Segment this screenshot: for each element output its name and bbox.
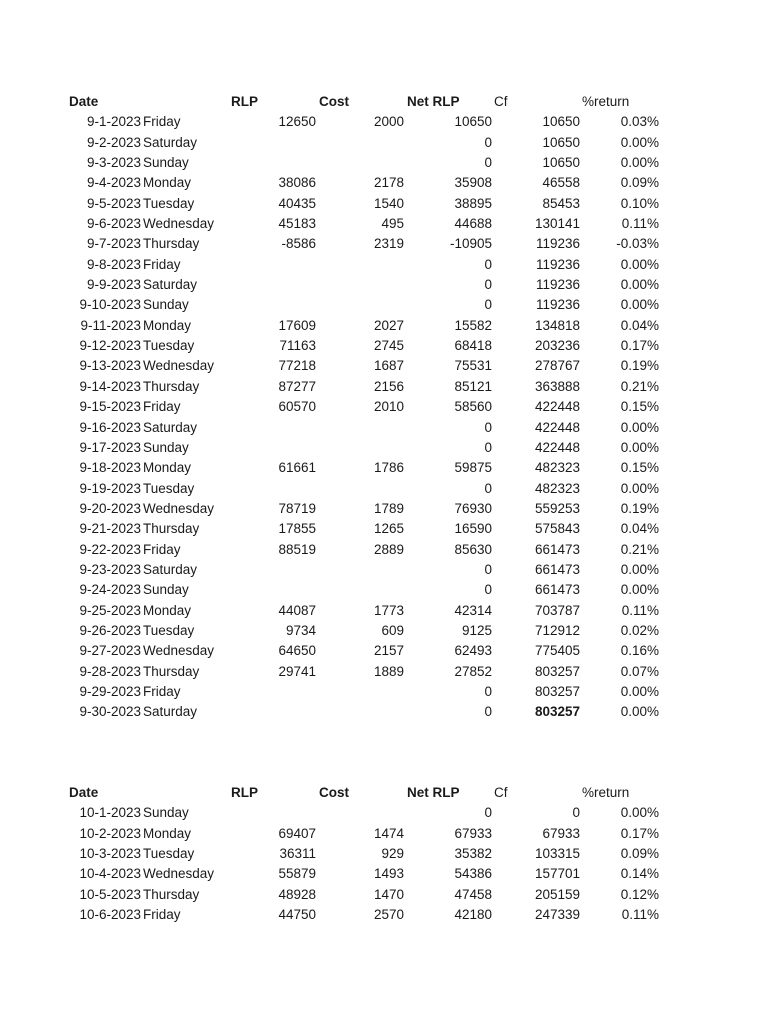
cell-cost: 2319 (373, 236, 404, 252)
cell-cost: 2889 (373, 541, 404, 557)
cell-date: 9-18-2023 (79, 460, 141, 476)
cell-return: 0.00% (620, 704, 659, 720)
table-row (0, 458, 768, 478)
cell-date: 9-23-2023 (79, 561, 141, 577)
cell-date: 9-30-2023 (79, 704, 141, 720)
cell-net-rlp: 0 (484, 439, 492, 455)
cell-date: 9-20-2023 (79, 500, 141, 516)
cell-net-rlp: 0 (484, 582, 492, 598)
cell-date: 9-15-2023 (79, 399, 141, 415)
cell-net-rlp: 44688 (454, 216, 492, 232)
cell-date: 9-5-2023 (86, 195, 141, 211)
cell-cf: 363888 (534, 378, 580, 394)
cell-cf: 203236 (534, 338, 580, 354)
cell-rlp: 71163 (279, 338, 316, 354)
cell-day: Tuesday (143, 622, 195, 638)
cell-rlp: 38086 (278, 175, 316, 191)
cell-cost: 1493 (373, 866, 404, 882)
cell-day: Sunday (143, 439, 189, 455)
cell-cf: 10650 (542, 134, 580, 150)
cell-net-rlp: 0 (484, 683, 492, 699)
cell-rlp: 12650 (278, 114, 316, 130)
cell-day: Wednesday (143, 216, 215, 232)
cell-cf: 134818 (534, 317, 580, 333)
cell-date: 9-26-2023 (79, 622, 141, 638)
cell-net-rlp: 0 (484, 256, 492, 272)
cell-net-rlp: -10905 (449, 236, 492, 252)
cell-net-rlp: 76930 (454, 500, 492, 516)
header-date: Date (69, 785, 99, 800)
cell-date: 9-3-2023 (86, 155, 141, 171)
cell-day: Friday (143, 907, 181, 923)
table-row (0, 194, 768, 214)
cell-cf: 712912 (534, 622, 580, 638)
cell-cf: 205159 (534, 886, 580, 902)
cell-cf: 482323 (534, 480, 580, 496)
cell-rlp: 36311 (279, 846, 316, 862)
cell-cost: 2157 (373, 643, 404, 659)
cell-date: 9-4-2023 (86, 175, 141, 191)
table-row (0, 662, 768, 682)
table-row (0, 885, 768, 905)
cell-day: Monday (143, 825, 192, 841)
cell-cf: 278767 (534, 358, 580, 374)
table-row (0, 519, 768, 539)
cell-cost: 1470 (373, 886, 404, 902)
cell-day: Tuesday (143, 480, 195, 496)
cell-return: 0.04% (620, 521, 659, 537)
header-cost: Cost (319, 785, 349, 800)
cell-net-rlp: 38895 (454, 195, 492, 211)
cell-rlp: 17609 (278, 317, 316, 333)
cell-net-rlp: 68418 (454, 338, 492, 354)
cell-day: Monday (143, 317, 192, 333)
cell-return: 0.00% (620, 297, 659, 313)
cell-net-rlp: 62493 (454, 643, 492, 659)
table-row (0, 824, 768, 844)
cell-cost: 495 (381, 216, 404, 232)
cell-date: 9-1-2023 (86, 114, 141, 130)
cell-day: Monday (143, 175, 192, 191)
cell-day: Thursday (143, 236, 200, 252)
cell-date: 10-2-2023 (79, 825, 141, 841)
cell-cf: 130141 (534, 216, 580, 232)
cell-rlp: 69407 (278, 825, 316, 841)
table-row (0, 702, 768, 722)
cell-return: 0.11% (621, 907, 659, 923)
cell-rlp: 87277 (278, 378, 316, 394)
cell-date: 9-16-2023 (79, 419, 141, 435)
cell-day: Friday (143, 541, 181, 557)
cell-cf: 422448 (534, 399, 580, 415)
cell-cf: 119236 (535, 297, 580, 313)
cell-day: Wednesday (143, 866, 215, 882)
table-row (0, 112, 768, 132)
cell-cf: 575843 (534, 521, 580, 537)
cell-rlp: 9734 (285, 622, 316, 638)
cell-date: 9-7-2023 (86, 236, 141, 252)
cell-net-rlp: 75531 (454, 358, 492, 374)
cell-cf: 803257 (534, 663, 580, 679)
header-cf: Cf (494, 94, 508, 109)
cell-net-rlp: 0 (484, 805, 492, 821)
cell-cf: 482323 (534, 460, 580, 476)
cell-cf: 85453 (542, 195, 580, 211)
cell-cost: 2156 (373, 378, 404, 394)
table-row (0, 864, 768, 884)
cell-net-rlp: 59875 (454, 460, 492, 476)
cell-day: Friday (143, 683, 181, 699)
cell-net-rlp: 85121 (454, 378, 492, 394)
table-row (0, 580, 768, 600)
cell-cf: 661473 (534, 582, 580, 598)
cell-date: 9-10-2023 (79, 297, 141, 313)
cell-return: 0.04% (620, 317, 659, 333)
cell-net-rlp: 0 (484, 419, 492, 435)
table-row (0, 479, 768, 499)
cell-cf: 703787 (534, 602, 580, 618)
cell-cf: 422448 (534, 439, 580, 455)
cell-date: 10-1-2023 (79, 805, 141, 821)
cell-cost: 1687 (373, 358, 404, 374)
cell-cost: 2178 (373, 175, 404, 191)
cell-cost: 1265 (373, 521, 404, 537)
cell-net-rlp: 0 (484, 134, 492, 150)
cell-day: Saturday (143, 277, 198, 293)
header-rlp: RLP (231, 785, 258, 800)
table-row (0, 397, 768, 417)
table-row (0, 418, 768, 438)
cell-cf: 10650 (542, 155, 580, 171)
cell-return: 0.10% (620, 195, 659, 211)
header-return: %return (582, 94, 630, 109)
table-row (0, 641, 768, 661)
header-net-rlp: Net RLP (407, 94, 460, 109)
cell-day: Tuesday (143, 195, 195, 211)
cell-date: 9-6-2023 (86, 216, 141, 232)
cell-return: 0.16% (620, 643, 659, 659)
cell-net-rlp: 16590 (454, 521, 492, 537)
cell-net-rlp: 54386 (454, 866, 492, 882)
cell-return: 0.00% (620, 480, 659, 496)
cell-return: 0.02% (620, 622, 659, 638)
table-row (0, 356, 768, 376)
cell-date: 9-29-2023 (79, 683, 141, 699)
table-row (0, 173, 768, 193)
cell-net-rlp: 47458 (454, 886, 492, 902)
header-date: Date (69, 94, 99, 109)
cell-cf: 0 (572, 805, 580, 821)
cell-cost: 609 (381, 622, 404, 638)
cell-return: 0.09% (620, 846, 659, 862)
september-table (0, 92, 768, 723)
cell-return: 0.00% (620, 439, 659, 455)
cell-return: 0.15% (620, 399, 659, 415)
table-row (0, 621, 768, 641)
cell-rlp: 48928 (278, 886, 316, 902)
cell-day: Saturday (143, 704, 198, 720)
october-table (0, 783, 768, 925)
cell-cf: 661473 (534, 541, 580, 557)
cell-return: 0.11% (621, 602, 659, 618)
cell-net-rlp: 0 (484, 561, 492, 577)
cell-return: 0.00% (620, 256, 659, 272)
cell-date: 9-11-2023 (80, 317, 141, 333)
cell-return: 0.17% (620, 338, 659, 354)
cell-date: 9-27-2023 (79, 643, 141, 659)
cell-cf: 10650 (542, 114, 580, 130)
cell-return: 0.19% (620, 500, 659, 516)
cell-cost: 929 (381, 846, 404, 862)
cell-cost: 2570 (373, 907, 404, 923)
cell-rlp: 40435 (278, 195, 316, 211)
cell-date: 9-14-2023 (79, 378, 141, 394)
cell-net-rlp: 42180 (454, 907, 492, 923)
table-row (0, 905, 768, 925)
table-row (0, 560, 768, 580)
cell-day: Saturday (143, 561, 198, 577)
header-rlp: RLP (231, 94, 258, 109)
cell-return: 0.00% (620, 277, 659, 293)
table-row (0, 214, 768, 234)
cell-return: 0.17% (620, 825, 659, 841)
table-row (0, 499, 768, 519)
cell-date: 9-25-2023 (79, 602, 141, 618)
table-row (0, 601, 768, 621)
cell-cf: 119236 (535, 277, 580, 293)
cell-cf: 559253 (534, 500, 580, 516)
cell-rlp: 44750 (278, 907, 316, 923)
cell-cost: 1889 (373, 663, 404, 679)
cell-cf: 247339 (534, 907, 580, 923)
table-row (0, 295, 768, 315)
cell-cost: 1786 (373, 460, 404, 476)
cell-cost: 2745 (373, 338, 404, 354)
cell-net-rlp: 0 (484, 704, 492, 720)
cell-rlp: 64650 (278, 643, 316, 659)
cell-return: 0.00% (620, 419, 659, 435)
cell-net-rlp: 0 (484, 297, 492, 313)
cell-rlp: 55879 (278, 866, 316, 882)
table-row (0, 275, 768, 295)
cell-date: 9-19-2023 (79, 480, 141, 496)
cell-rlp: 61661 (278, 460, 316, 476)
cell-cf: 119236 (535, 256, 580, 272)
cell-rlp: 29741 (278, 663, 316, 679)
cell-date: 9-12-2023 (79, 338, 141, 354)
table-row (0, 153, 768, 173)
cell-return: 0.19% (620, 358, 659, 374)
cell-day: Sunday (143, 155, 189, 171)
cell-cf: 119236 (535, 236, 580, 252)
cell-net-rlp: 0 (484, 480, 492, 496)
cell-net-rlp: 0 (484, 277, 492, 293)
cell-cf: 803257 (534, 683, 580, 699)
cell-cost: 1540 (373, 195, 404, 211)
cell-return: 0.07% (620, 663, 659, 679)
cell-date: 9-8-2023 (86, 256, 141, 272)
cell-day: Sunday (143, 297, 189, 313)
cell-date: 9-22-2023 (79, 541, 141, 557)
cell-net-rlp: 0 (484, 155, 492, 171)
cell-net-rlp: 67933 (454, 825, 492, 841)
cell-cf: 157701 (534, 866, 580, 882)
table-row (0, 336, 768, 356)
cell-date: 9-9-2023 (86, 277, 141, 293)
cell-net-rlp: 15582 (454, 317, 492, 333)
cell-day: Tuesday (143, 338, 195, 354)
cell-day: Saturday (143, 134, 198, 150)
cell-rlp: 17855 (278, 521, 316, 537)
cell-day: Friday (143, 114, 181, 130)
cell-date: 9-21-2023 (79, 521, 141, 537)
cell-day: Wednesday (143, 358, 215, 374)
cell-return: 0.00% (620, 683, 659, 699)
cell-cost: 1789 (373, 500, 404, 516)
table-row (0, 803, 768, 823)
cell-net-rlp: 35908 (454, 175, 492, 191)
cell-day: Friday (143, 399, 181, 415)
cell-return: 0.00% (620, 805, 659, 821)
cell-net-rlp: 35382 (454, 846, 492, 862)
cell-net-rlp: 58560 (454, 399, 492, 415)
header-return: %return (582, 785, 630, 800)
cell-return: 0.21% (620, 378, 659, 394)
cell-day: Monday (143, 602, 192, 618)
cell-net-rlp: 9125 (461, 622, 492, 638)
cell-day: Tuesday (143, 846, 195, 862)
cell-rlp: 77218 (278, 358, 316, 374)
cell-day: Monday (143, 460, 192, 476)
cell-rlp: 78719 (278, 500, 316, 516)
cell-return: 0.09% (620, 175, 659, 191)
cell-return: 0.00% (620, 582, 659, 598)
cell-return: 0.21% (620, 541, 659, 557)
cell-date: 9-2-2023 (86, 134, 141, 150)
cell-return: -0.03% (616, 236, 659, 252)
cell-day: Sunday (143, 805, 189, 821)
cell-day: Thursday (143, 886, 200, 902)
cell-date: 9-28-2023 (79, 663, 141, 679)
cell-rlp: 45183 (278, 216, 316, 232)
table-row (0, 540, 768, 560)
cell-return: 0.15% (620, 460, 659, 476)
cell-day: Wednesday (143, 500, 215, 516)
table-row (0, 844, 768, 864)
cell-day: Friday (143, 256, 181, 272)
cell-return: 0.00% (620, 155, 659, 171)
cell-day: Thursday (143, 521, 200, 537)
cell-return: 0.00% (620, 134, 659, 150)
cell-cost: 2010 (373, 399, 404, 415)
october-rows (0, 803, 768, 925)
cell-rlp: 88519 (278, 541, 316, 557)
cell-date: 9-24-2023 (79, 582, 141, 598)
table-row (0, 234, 768, 254)
cell-return: 0.00% (620, 561, 659, 577)
cell-date: 10-3-2023 (79, 846, 141, 862)
table-row (0, 133, 768, 153)
cell-rlp: 44087 (278, 602, 316, 618)
cell-cost: 1474 (373, 825, 404, 841)
table-row (0, 255, 768, 275)
cell-net-rlp: 42314 (454, 602, 492, 618)
cell-cf: 775405 (534, 643, 580, 659)
cell-rlp: 60570 (278, 399, 316, 415)
cell-cost: 2000 (373, 114, 404, 130)
cell-date: 10-4-2023 (79, 866, 141, 882)
cell-cf: 422448 (534, 419, 580, 435)
cell-return: 0.11% (621, 216, 659, 232)
table-row (0, 316, 768, 336)
header-cost: Cost (319, 94, 349, 109)
table-header-row (0, 92, 768, 112)
cell-date: 10-5-2023 (79, 886, 141, 902)
cell-net-rlp: 10650 (454, 114, 492, 130)
table-row (0, 682, 768, 702)
cell-date: 9-13-2023 (79, 358, 141, 374)
header-net-rlp: Net RLP (407, 785, 460, 800)
cell-cf: 661473 (534, 561, 580, 577)
cell-return: 0.12% (620, 886, 659, 902)
cell-day: Wednesday (143, 643, 215, 659)
cell-day: Saturday (143, 419, 198, 435)
cell-return: 0.03% (620, 114, 659, 130)
cell-cf: 803257 (534, 704, 580, 720)
header-cf: Cf (494, 785, 508, 800)
cell-date: 10-6-2023 (79, 907, 141, 923)
cell-net-rlp: 27852 (454, 663, 492, 679)
cell-date: 9-17-2023 (79, 439, 141, 455)
september-rows (0, 112, 768, 722)
cell-day: Thursday (143, 663, 200, 679)
table-header-row (0, 783, 768, 803)
table-row (0, 438, 768, 458)
cell-return: 0.14% (620, 866, 659, 882)
cell-day: Sunday (143, 582, 189, 598)
table-row (0, 377, 768, 397)
cell-cf: 67933 (542, 825, 580, 841)
cell-cost: 1773 (373, 602, 404, 618)
cell-day: Thursday (143, 378, 200, 394)
cell-net-rlp: 85630 (454, 541, 492, 557)
cell-cf: 103315 (534, 846, 580, 862)
cell-rlp: -8586 (281, 236, 316, 252)
cell-cost: 2027 (373, 317, 404, 333)
cell-cf: 46558 (542, 175, 580, 191)
